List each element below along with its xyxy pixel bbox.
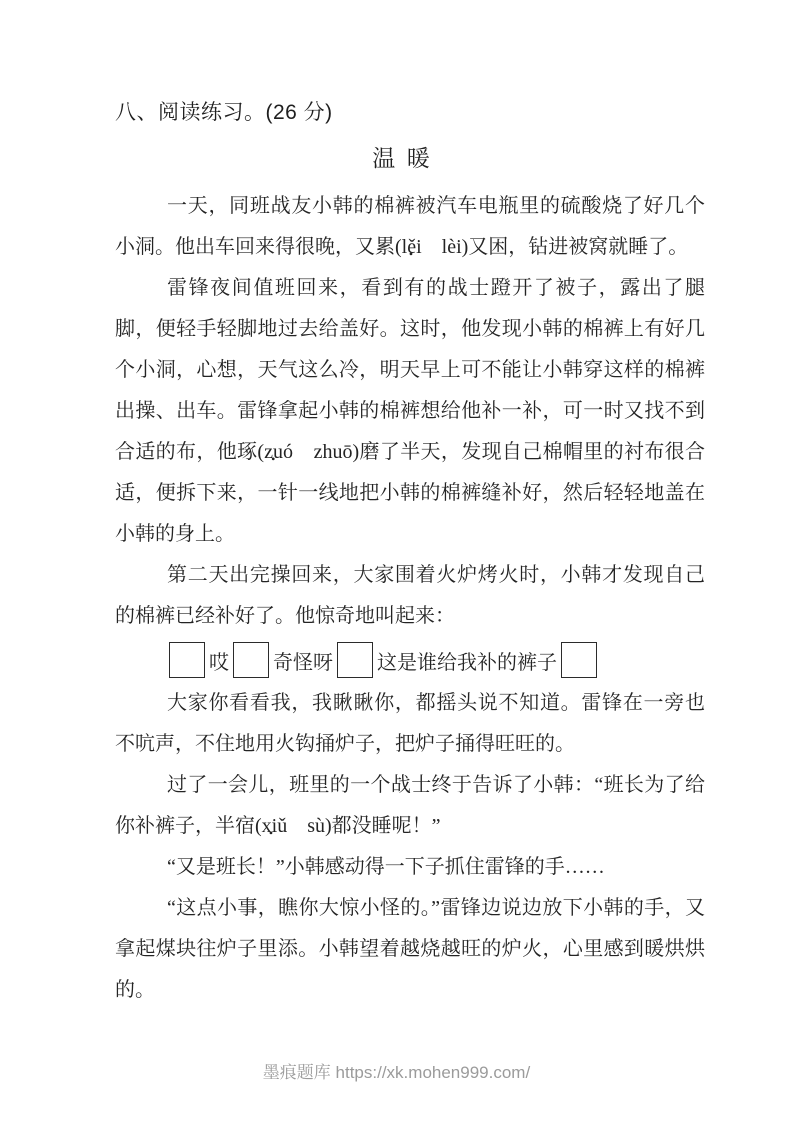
paragraph-text: 过了一会儿，班里的一个战士终于告诉了小韩：“班长为了给你补裤子，半	[115, 774, 705, 837]
box-line-text: 这是谁给我补的裤子	[377, 651, 557, 674]
paragraph-text: 雷锋夜间值班回来，看到有的战士蹬开了被子，露出了腿脚，便轻手轻脚地过去给盖好。这时，他发现小韩的棉裤上有好几个小洞，心想，天气这么冷，明天早上可不能让小韩穿这样的棉裤出操、出车。雷锋拿起小韩的棉裤想给他补一补，可一时又找不到合适的布，他	[115, 277, 705, 463]
paragraph-text: (lěi lèi)又困，钻进被窝就睡了。	[395, 236, 689, 258]
section-header: 八、阅读练习。(26 分)	[115, 101, 333, 124]
punctuation-answer-box[interactable]	[233, 642, 269, 678]
punctuation-answer-box[interactable]	[561, 642, 597, 678]
punctuation-answer-box[interactable]	[337, 642, 373, 678]
paragraph-text: “这点小事，瞧你大惊小怪的。”雷锋边说边放下小韩的手，又拿起煤块往炉子里添。小韩望着越烧越旺的炉火，心里感到暖烘烘的。	[115, 897, 705, 1001]
punctuation-fill-line	[167, 637, 705, 683]
paragraph-text: 一天，同班战友小韩的棉裤被汽车电瓶里的硫酸烧了好几个小洞。他出车回来得很晚，又	[115, 195, 705, 258]
passage-body	[115, 186, 705, 1011]
paragraph-text: (xiǔ sù)都没睡呢！”	[255, 815, 441, 837]
passage-paragraph	[115, 847, 705, 888]
passage-paragraph	[115, 555, 705, 637]
paragraph-text: “又是班长！”小韩感动得一下子抓住雷锋的手……	[167, 856, 605, 878]
passage-paragraph	[115, 268, 705, 555]
passage-paragraph	[115, 683, 705, 765]
passage-paragraph	[115, 888, 705, 1011]
passage-paragraph	[115, 765, 705, 847]
emphasized-char: 累	[375, 236, 395, 258]
paragraph-text: 大家你看看我，我瞅瞅你，都摇头说不知道。雷锋在一旁也不吭声，不住地用火钩捅炉子，把炉子捅得旺旺的。	[115, 692, 705, 755]
emphasized-char: 宿	[235, 815, 255, 837]
paragraph-text: (zuó zhuō)磨了半天，发现自己棉帽里的衬布很合适，便拆下来，一针一线地把小韩的棉裤缝补好，然后轻轻地盖在小韩的身上。	[115, 441, 706, 545]
passage-paragraph	[115, 186, 705, 268]
punctuation-answer-box[interactable]	[169, 642, 205, 678]
footer	[0, 1062, 793, 1084]
footer-url-link[interactable]: https://xk.mohen999.com/	[335, 1063, 531, 1082]
footer-site-name: 墨痕题库	[262, 1063, 331, 1082]
box-line-text: 哎	[209, 651, 229, 674]
paragraph-text: 第二天出完操回来，大家围着火炉烤火时，小韩才发现自己的棉裤已经补好了。他惊奇地叫起来：	[115, 564, 705, 627]
passage-title: 温 暖	[372, 145, 430, 171]
box-line-text: 奇怪呀	[273, 651, 333, 674]
emphasized-char: 琢	[237, 441, 258, 463]
